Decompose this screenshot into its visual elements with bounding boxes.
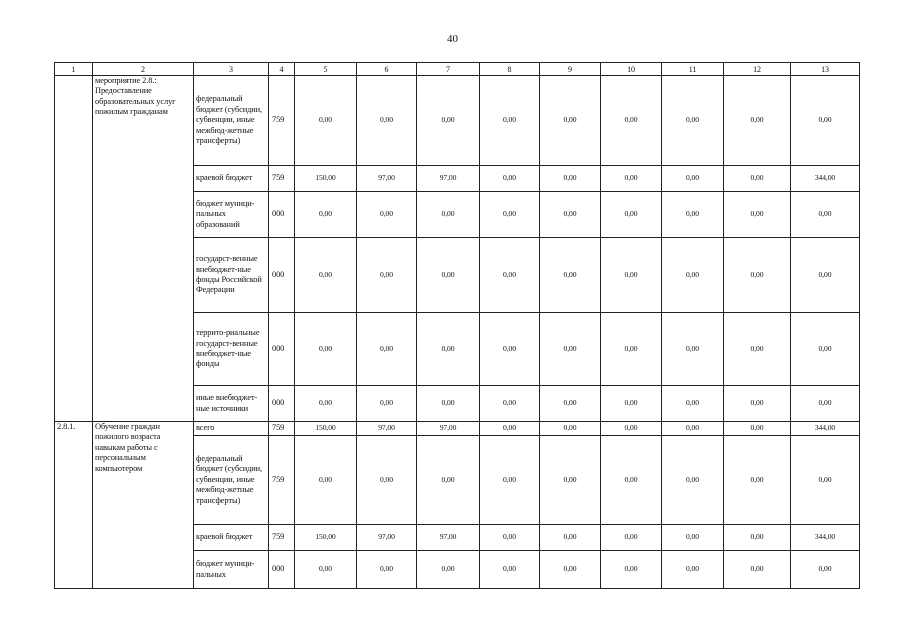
value-cell: 0,00 bbox=[357, 238, 417, 313]
value-cell: 344,00 bbox=[791, 525, 860, 551]
value-cell: 0,00 bbox=[480, 76, 540, 166]
header-row bbox=[55, 63, 860, 76]
column-header: 1 bbox=[55, 63, 93, 76]
funding-source-cell: федеральный бюджет (субсидии, субвенции, иные межбюд-жетные трансферты) bbox=[194, 76, 269, 166]
value-cell: 0,00 bbox=[662, 422, 724, 436]
value-cell: 0,00 bbox=[417, 76, 480, 166]
value-cell: 97,00 bbox=[417, 166, 480, 192]
column-header: 12 bbox=[724, 63, 791, 76]
value-cell: 0,00 bbox=[791, 192, 860, 238]
value-cell: 0,00 bbox=[295, 551, 357, 589]
column-header: 6 bbox=[357, 63, 417, 76]
value-cell: 0,00 bbox=[662, 551, 724, 589]
value-cell: 150,00 bbox=[295, 422, 357, 436]
value-cell: 0,00 bbox=[724, 525, 791, 551]
budget-table bbox=[54, 62, 860, 589]
value-cell: 0,00 bbox=[791, 238, 860, 313]
value-cell: 0,00 bbox=[601, 525, 662, 551]
value-cell: 0,00 bbox=[540, 313, 601, 386]
code-cell: 000 bbox=[269, 238, 295, 313]
column-header: 3 bbox=[194, 63, 269, 76]
value-cell: 0,00 bbox=[724, 238, 791, 313]
code-cell: 759 bbox=[269, 525, 295, 551]
value-cell: 0,00 bbox=[540, 386, 601, 422]
value-cell: 0,00 bbox=[791, 386, 860, 422]
value-cell: 0,00 bbox=[662, 76, 724, 166]
value-cell: 0,00 bbox=[662, 525, 724, 551]
value-cell: 0,00 bbox=[540, 525, 601, 551]
value-cell: 97,00 bbox=[417, 525, 480, 551]
column-header: 10 bbox=[601, 63, 662, 76]
value-cell: 0,00 bbox=[480, 313, 540, 386]
value-cell: 0,00 bbox=[480, 436, 540, 525]
value-cell: 150,00 bbox=[295, 525, 357, 551]
value-cell: 0,00 bbox=[724, 436, 791, 525]
column-header: 5 bbox=[295, 63, 357, 76]
value-cell: 97,00 bbox=[417, 422, 480, 436]
value-cell: 0,00 bbox=[417, 192, 480, 238]
value-cell: 0,00 bbox=[662, 313, 724, 386]
funding-source-cell: краевой бюджет bbox=[194, 525, 269, 551]
value-cell: 0,00 bbox=[480, 422, 540, 436]
funding-source-cell: федеральный бюджет (субсидии, субвенции, иные межбюд-жетные трансферты) bbox=[194, 436, 269, 525]
funding-source-cell: бюджет муници-пальных bbox=[194, 551, 269, 589]
funding-source-cell: бюджет муници-пальных образований bbox=[194, 192, 269, 238]
value-cell: 0,00 bbox=[601, 238, 662, 313]
value-cell: 0,00 bbox=[540, 76, 601, 166]
value-cell: 0,00 bbox=[662, 192, 724, 238]
code-cell: 759 bbox=[269, 422, 295, 436]
table-row bbox=[55, 76, 860, 166]
value-cell: 344,00 bbox=[791, 422, 860, 436]
funding-source-cell: террито-риальные государст-венные внебюджет-ные фонды bbox=[194, 313, 269, 386]
value-cell: 0,00 bbox=[724, 166, 791, 192]
table-row bbox=[55, 422, 860, 436]
value-cell: 0,00 bbox=[417, 386, 480, 422]
column-header: 11 bbox=[662, 63, 724, 76]
item-number-cell bbox=[55, 76, 93, 422]
code-cell: 759 bbox=[269, 76, 295, 166]
code-cell: 000 bbox=[269, 313, 295, 386]
value-cell: 0,00 bbox=[601, 313, 662, 386]
code-cell: 000 bbox=[269, 386, 295, 422]
item-name-cell: Обучение граждан пожилого возраста навыкам работы с персональным компьютером bbox=[93, 422, 194, 589]
value-cell: 0,00 bbox=[662, 386, 724, 422]
value-cell: 0,00 bbox=[540, 551, 601, 589]
value-cell: 0,00 bbox=[417, 313, 480, 386]
value-cell: 0,00 bbox=[357, 76, 417, 166]
value-cell: 0,00 bbox=[417, 551, 480, 589]
value-cell: 0,00 bbox=[791, 551, 860, 589]
value-cell: 0,00 bbox=[540, 166, 601, 192]
code-cell: 000 bbox=[269, 551, 295, 589]
value-cell: 0,00 bbox=[357, 436, 417, 525]
value-cell: 0,00 bbox=[601, 166, 662, 192]
column-header: 2 bbox=[93, 63, 194, 76]
value-cell: 0,00 bbox=[724, 76, 791, 166]
value-cell: 0,00 bbox=[295, 313, 357, 386]
value-cell: 0,00 bbox=[662, 166, 724, 192]
value-cell: 97,00 bbox=[357, 166, 417, 192]
value-cell: 0,00 bbox=[480, 525, 540, 551]
page-number: 40 bbox=[447, 33, 458, 45]
column-header: 8 bbox=[480, 63, 540, 76]
value-cell: 0,00 bbox=[357, 192, 417, 238]
value-cell: 0,00 bbox=[724, 551, 791, 589]
item-name-cell: мероприятие 2.8.: Предоставление образовательных услуг пожилым гражданам bbox=[93, 76, 194, 422]
column-header: 13 bbox=[791, 63, 860, 76]
value-cell: 0,00 bbox=[601, 422, 662, 436]
value-cell: 0,00 bbox=[791, 313, 860, 386]
value-cell: 0,00 bbox=[791, 76, 860, 166]
column-header: 7 bbox=[417, 63, 480, 76]
value-cell: 0,00 bbox=[791, 436, 860, 525]
value-cell: 0,00 bbox=[601, 76, 662, 166]
value-cell: 0,00 bbox=[295, 76, 357, 166]
code-cell: 759 bbox=[269, 436, 295, 525]
value-cell: 150,00 bbox=[295, 166, 357, 192]
value-cell: 0,00 bbox=[662, 436, 724, 525]
value-cell: 0,00 bbox=[480, 551, 540, 589]
value-cell: 0,00 bbox=[295, 192, 357, 238]
value-cell: 0,00 bbox=[724, 422, 791, 436]
value-cell: 0,00 bbox=[295, 386, 357, 422]
value-cell: 0,00 bbox=[724, 192, 791, 238]
value-cell: 0,00 bbox=[601, 436, 662, 525]
value-cell: 0,00 bbox=[295, 238, 357, 313]
value-cell: 0,00 bbox=[601, 386, 662, 422]
value-cell: 0,00 bbox=[540, 238, 601, 313]
funding-source-cell: иные внебюджет-ные источники bbox=[194, 386, 269, 422]
funding-source-cell: краевой бюджет bbox=[194, 166, 269, 192]
value-cell: 0,00 bbox=[540, 192, 601, 238]
funding-source-cell: государст-венные внебюджет-ные фонды Российской Федерации bbox=[194, 238, 269, 313]
column-header: 9 bbox=[540, 63, 601, 76]
code-cell: 759 bbox=[269, 166, 295, 192]
column-header: 4 bbox=[269, 63, 295, 76]
value-cell: 0,00 bbox=[417, 436, 480, 525]
value-cell: 97,00 bbox=[357, 525, 417, 551]
funding-source-cell: всего bbox=[194, 422, 269, 436]
value-cell: 0,00 bbox=[601, 192, 662, 238]
value-cell: 0,00 bbox=[480, 192, 540, 238]
value-cell: 0,00 bbox=[480, 166, 540, 192]
value-cell: 0,00 bbox=[417, 238, 480, 313]
value-cell: 0,00 bbox=[540, 436, 601, 525]
value-cell: 0,00 bbox=[357, 386, 417, 422]
value-cell: 0,00 bbox=[480, 386, 540, 422]
code-cell: 000 bbox=[269, 192, 295, 238]
value-cell: 0,00 bbox=[540, 422, 601, 436]
value-cell: 0,00 bbox=[662, 238, 724, 313]
value-cell: 0,00 bbox=[480, 238, 540, 313]
item-number-cell: 2.8.1. bbox=[55, 422, 93, 589]
value-cell: 0,00 bbox=[724, 386, 791, 422]
value-cell: 0,00 bbox=[357, 313, 417, 386]
value-cell: 0,00 bbox=[601, 551, 662, 589]
value-cell: 0,00 bbox=[357, 551, 417, 589]
value-cell: 0,00 bbox=[295, 436, 357, 525]
value-cell: 97,00 bbox=[357, 422, 417, 436]
value-cell: 0,00 bbox=[724, 313, 791, 386]
value-cell: 344,00 bbox=[791, 166, 860, 192]
